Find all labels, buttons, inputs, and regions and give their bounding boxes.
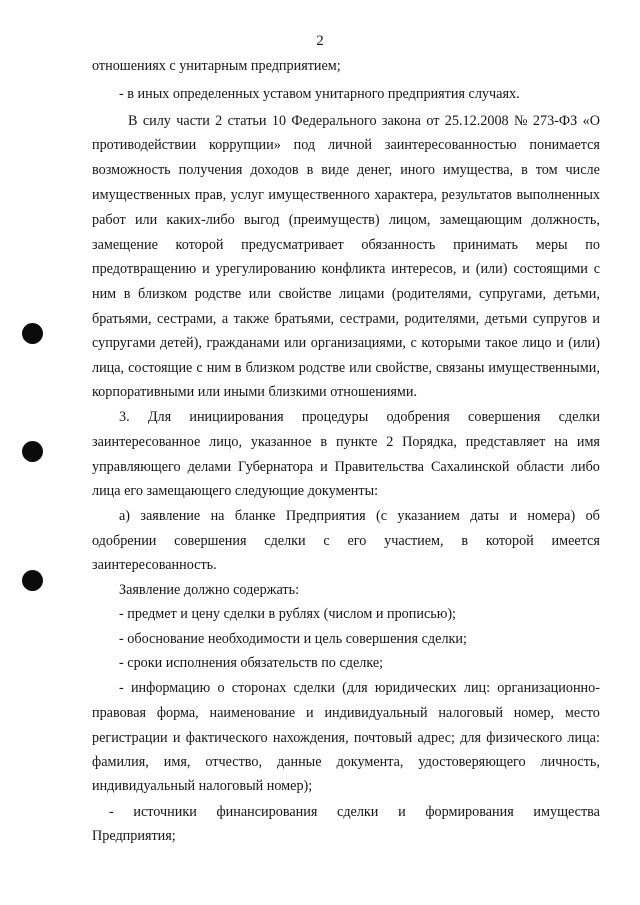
text-word: Правительства xyxy=(334,459,424,475)
text-line xyxy=(92,286,600,303)
text-word: 10 xyxy=(271,113,287,129)
text-line xyxy=(92,459,600,476)
text-word: пункте xyxy=(335,434,378,450)
text-word: - xyxy=(119,680,124,696)
text-word: на xyxy=(210,508,225,524)
text-word: обязанность xyxy=(361,237,436,253)
text-word: сестрами, xyxy=(339,311,399,327)
text-word: налоговый xyxy=(438,705,503,721)
text-word: Губернатора xyxy=(238,459,314,475)
text-word: ним xyxy=(92,286,117,302)
text-word: по xyxy=(585,237,600,253)
text-word: 25.12.2008 xyxy=(444,113,509,129)
text-word: (или) xyxy=(475,261,508,277)
text-word: представляет xyxy=(465,434,546,450)
text-line: отношениях с унитарным предприятием; xyxy=(92,58,341,74)
text-word: братьями, xyxy=(274,311,335,327)
text-word: каких-либо xyxy=(166,212,235,228)
text-word: адрес; xyxy=(417,730,455,746)
text-word: и xyxy=(306,705,314,721)
text-word: для xyxy=(460,730,482,746)
text-line xyxy=(92,137,600,154)
text-word: ним xyxy=(206,360,231,376)
text-word: место xyxy=(564,705,600,721)
text-word: формирования xyxy=(425,804,514,820)
text-word: одобрения xyxy=(386,409,450,425)
text-word: близком xyxy=(138,286,188,302)
text-word: сделки xyxy=(264,533,306,549)
text-word: источники xyxy=(133,804,197,820)
text-word: имеется xyxy=(551,533,600,549)
text-word: близком xyxy=(245,360,295,376)
text-word: коррупции» xyxy=(208,137,281,153)
text-word: том xyxy=(535,162,558,178)
text-line: лица его замещающего следующие документы: xyxy=(92,483,379,499)
text-word: братьями, xyxy=(92,311,152,327)
text-word: фамилия, xyxy=(92,754,149,770)
text-word: имущественными, xyxy=(488,360,600,376)
page-number: 2 xyxy=(316,33,324,49)
text-line xyxy=(128,113,600,130)
text-word: имущественного xyxy=(268,187,370,203)
text-word: фактического xyxy=(185,730,268,746)
text-word: закона xyxy=(381,113,421,129)
text-word: Сахалинской xyxy=(430,459,510,475)
text-word: и xyxy=(398,804,406,820)
text-word: «О xyxy=(582,113,600,129)
text-word: в xyxy=(461,533,469,549)
text-word: силу xyxy=(142,113,171,129)
text-word: с xyxy=(410,335,417,351)
punch-hole xyxy=(22,570,43,591)
text-word: совершения xyxy=(468,409,541,425)
text-word: Федерального xyxy=(291,113,377,129)
text-word: замещающим xyxy=(439,212,523,228)
text-word: индивидуальный xyxy=(324,705,428,721)
text-line xyxy=(119,680,600,697)
text-word: и xyxy=(172,730,181,746)
text-word: виде xyxy=(321,162,350,178)
text-word: либо xyxy=(570,459,600,475)
text-word: и xyxy=(202,261,210,277)
text-line: - сроки исполнения обязательств по сделке; xyxy=(119,655,384,671)
text-word: сестрами, xyxy=(157,311,217,327)
text-word: или xyxy=(248,286,271,302)
text-line: Заявление должно содержать: xyxy=(119,582,300,598)
text-word: такое xyxy=(485,335,518,351)
text-word: родстве xyxy=(298,360,346,376)
text-word: в xyxy=(320,434,328,450)
text-line xyxy=(92,162,600,179)
text-word: данные xyxy=(276,754,322,770)
text-word: имя, xyxy=(163,754,191,770)
text-word: противодействии xyxy=(92,137,197,153)
text-word: лицо xyxy=(522,335,552,351)
text-word: 3. xyxy=(119,409,130,425)
text-line xyxy=(92,360,600,377)
text-word: документа, xyxy=(336,754,404,770)
text-word: связаны xyxy=(436,360,485,376)
text-word: состоящими xyxy=(513,261,588,277)
text-word: супругов xyxy=(532,311,587,327)
text-line xyxy=(92,705,600,722)
text-word: процедуры xyxy=(301,409,369,425)
text-word: статьи xyxy=(227,113,267,129)
text-word: детей), xyxy=(160,335,202,351)
text-word: (с xyxy=(376,508,388,524)
text-word: указанием xyxy=(397,508,460,524)
text-word: области xyxy=(516,459,564,475)
text-word: возможность xyxy=(92,162,171,178)
text-line: - предмет и цену сделки в рублях (числом и прописью); xyxy=(119,606,456,622)
text-word: Предприятия xyxy=(285,508,366,524)
text-word: лицами xyxy=(339,286,385,302)
text-word: выполненных xyxy=(516,187,600,203)
text-word: финансирования xyxy=(216,804,318,820)
text-word: лица: xyxy=(567,730,600,746)
text-word: 273-ФЗ xyxy=(532,113,578,129)
text-line xyxy=(109,804,600,821)
text-word: 2 xyxy=(386,434,394,450)
text-line: заинтересованность. xyxy=(92,557,217,573)
text-word: делами xyxy=(187,459,232,475)
text-word: сделки xyxy=(337,804,379,820)
text-word: числе xyxy=(565,162,600,178)
text-word: также xyxy=(233,311,270,327)
text-line xyxy=(119,409,600,426)
text-word: участием, xyxy=(384,533,444,549)
text-word: свойстве xyxy=(278,286,332,302)
text-word: сторонах xyxy=(231,680,287,696)
text-word: или xyxy=(349,360,372,376)
text-word: с xyxy=(196,360,203,376)
text-word: 2 xyxy=(215,113,223,129)
text-word: сделки xyxy=(558,409,600,425)
text-word: с xyxy=(323,533,330,549)
text-word: а) xyxy=(119,508,131,524)
punch-hole xyxy=(22,323,43,344)
text-line: - в иных определенных уставом унитарного предприятия случаях. xyxy=(119,86,520,102)
text-word: сделки xyxy=(293,680,335,696)
text-word: родстве xyxy=(194,286,242,302)
text-word: лицом, xyxy=(388,212,431,228)
text-word: имущества, xyxy=(443,162,514,178)
text-word: наименование xyxy=(209,705,296,721)
text-word: урегулированию xyxy=(215,261,316,277)
text-word: - xyxy=(109,804,114,820)
text-word: информацию xyxy=(130,680,211,696)
text-line xyxy=(92,335,600,352)
text-word: супругами xyxy=(92,335,156,351)
text-line xyxy=(92,237,600,254)
text-word: нахождения, xyxy=(272,730,349,746)
text-word: от xyxy=(426,113,440,129)
text-line xyxy=(92,754,600,771)
text-word: юридических xyxy=(374,680,457,696)
text-line xyxy=(92,533,600,550)
text-word: заинтересованное xyxy=(92,434,201,450)
text-word: Порядка, xyxy=(402,434,457,450)
text-word: Для xyxy=(147,409,172,425)
text-word: (преимуществ) xyxy=(288,212,380,228)
text-word: о xyxy=(217,680,225,696)
text-word: конфликта xyxy=(321,261,386,277)
text-word: и xyxy=(556,335,564,351)
text-word: одобрении xyxy=(92,533,157,549)
text-line xyxy=(92,730,600,747)
text-word: денег, xyxy=(357,162,393,178)
text-line xyxy=(92,212,600,229)
text-word: которой xyxy=(485,533,534,549)
text-word: указанное xyxy=(250,434,312,450)
text-word: физического xyxy=(486,730,563,746)
text-line: индивидуальный налоговый номер); xyxy=(92,778,313,794)
text-word: интересов, xyxy=(391,261,457,277)
punch-hole xyxy=(22,441,43,462)
text-word: части xyxy=(176,113,210,129)
text-word: которыми xyxy=(421,335,481,351)
text-word: и xyxy=(320,459,328,475)
text-word: и xyxy=(592,311,600,327)
text-word: удостоверяющего xyxy=(418,754,526,770)
text-word: услуг xyxy=(230,187,264,203)
text-word: в xyxy=(123,286,131,302)
text-word: правовая xyxy=(92,705,147,721)
text-word: замещение xyxy=(92,237,158,253)
text-word: организациями, xyxy=(310,335,406,351)
text-word: под xyxy=(293,137,316,153)
text-word: его xyxy=(347,533,367,549)
text-word: заинтересованностью xyxy=(384,137,517,153)
text-word: на xyxy=(554,434,569,450)
text-word: имя xyxy=(576,434,600,450)
text-word: детьми, xyxy=(553,286,600,302)
text-word: родителями, xyxy=(404,311,480,327)
text-word: доходов xyxy=(250,162,299,178)
text-word: личной xyxy=(327,137,373,153)
text-word: № xyxy=(514,113,528,129)
text-word: или xyxy=(134,212,158,228)
text-word: детьми xyxy=(484,311,528,327)
text-word: или xyxy=(283,335,307,351)
text-word: номера) xyxy=(527,508,576,524)
text-line: - обоснование необходимости и цель совершения сделки; xyxy=(119,631,467,647)
text-word: с xyxy=(593,261,600,277)
text-word: В xyxy=(128,113,138,129)
text-word: иного xyxy=(400,162,436,178)
text-line xyxy=(92,434,600,451)
text-word: отчество, xyxy=(205,754,263,770)
text-word: выгод xyxy=(243,212,280,228)
text-word: меры xyxy=(535,237,568,253)
text-line xyxy=(92,187,600,204)
text-line: Предприятия; xyxy=(92,828,176,844)
text-word: предусматривает xyxy=(241,237,344,253)
text-word: личность, xyxy=(540,754,600,770)
text-word: в xyxy=(234,360,242,376)
text-line xyxy=(119,508,600,525)
text-word: принимать xyxy=(453,237,519,253)
text-word: (для xyxy=(342,680,368,696)
text-word: в xyxy=(521,162,528,178)
text-word: имущества xyxy=(533,804,600,820)
text-word: даты xyxy=(470,508,500,524)
text-line xyxy=(92,311,600,328)
text-word: номер, xyxy=(513,705,555,721)
text-word: об xyxy=(585,508,600,524)
text-word: должность, xyxy=(531,212,600,228)
text-word: лицо, xyxy=(209,434,243,450)
text-word: заявление xyxy=(140,508,201,524)
text-word: свойстве, xyxy=(375,360,432,376)
text-word: почтовый xyxy=(353,730,413,746)
text-word: инициирования xyxy=(189,409,284,425)
text-word: предотвращению xyxy=(92,261,197,277)
text-word: и xyxy=(509,508,518,524)
text-word: работ xyxy=(92,212,126,228)
text-word: характера, xyxy=(374,187,438,203)
text-word: (родителями, xyxy=(391,286,472,302)
text-word: регистрации xyxy=(92,730,168,746)
text-word: бланке xyxy=(234,508,276,524)
text-word: понимается xyxy=(529,137,600,153)
text-word: в xyxy=(306,162,314,178)
text-word: управляющего xyxy=(92,459,181,475)
text-word: состоящие xyxy=(128,360,193,376)
text-word: лица, xyxy=(92,360,125,376)
text-word: прав, xyxy=(194,187,227,203)
text-word: а xyxy=(221,311,229,327)
text-line: корпоративными или иными близкими отношениями. xyxy=(92,384,418,400)
text-word: гражданами xyxy=(206,335,280,351)
text-word: получения xyxy=(178,162,243,178)
text-word: (или) xyxy=(568,335,600,351)
text-word: организационно- xyxy=(497,680,600,696)
text-word: которой xyxy=(175,237,224,253)
text-word: и xyxy=(462,261,470,277)
text-word: совершения xyxy=(174,533,247,549)
text-word: имущественных xyxy=(92,187,191,203)
text-word: форма, xyxy=(156,705,199,721)
text-word: результатов xyxy=(441,187,512,203)
text-word: супругами, xyxy=(479,286,547,302)
text-word: лиц: xyxy=(463,680,491,696)
text-line xyxy=(92,261,600,278)
